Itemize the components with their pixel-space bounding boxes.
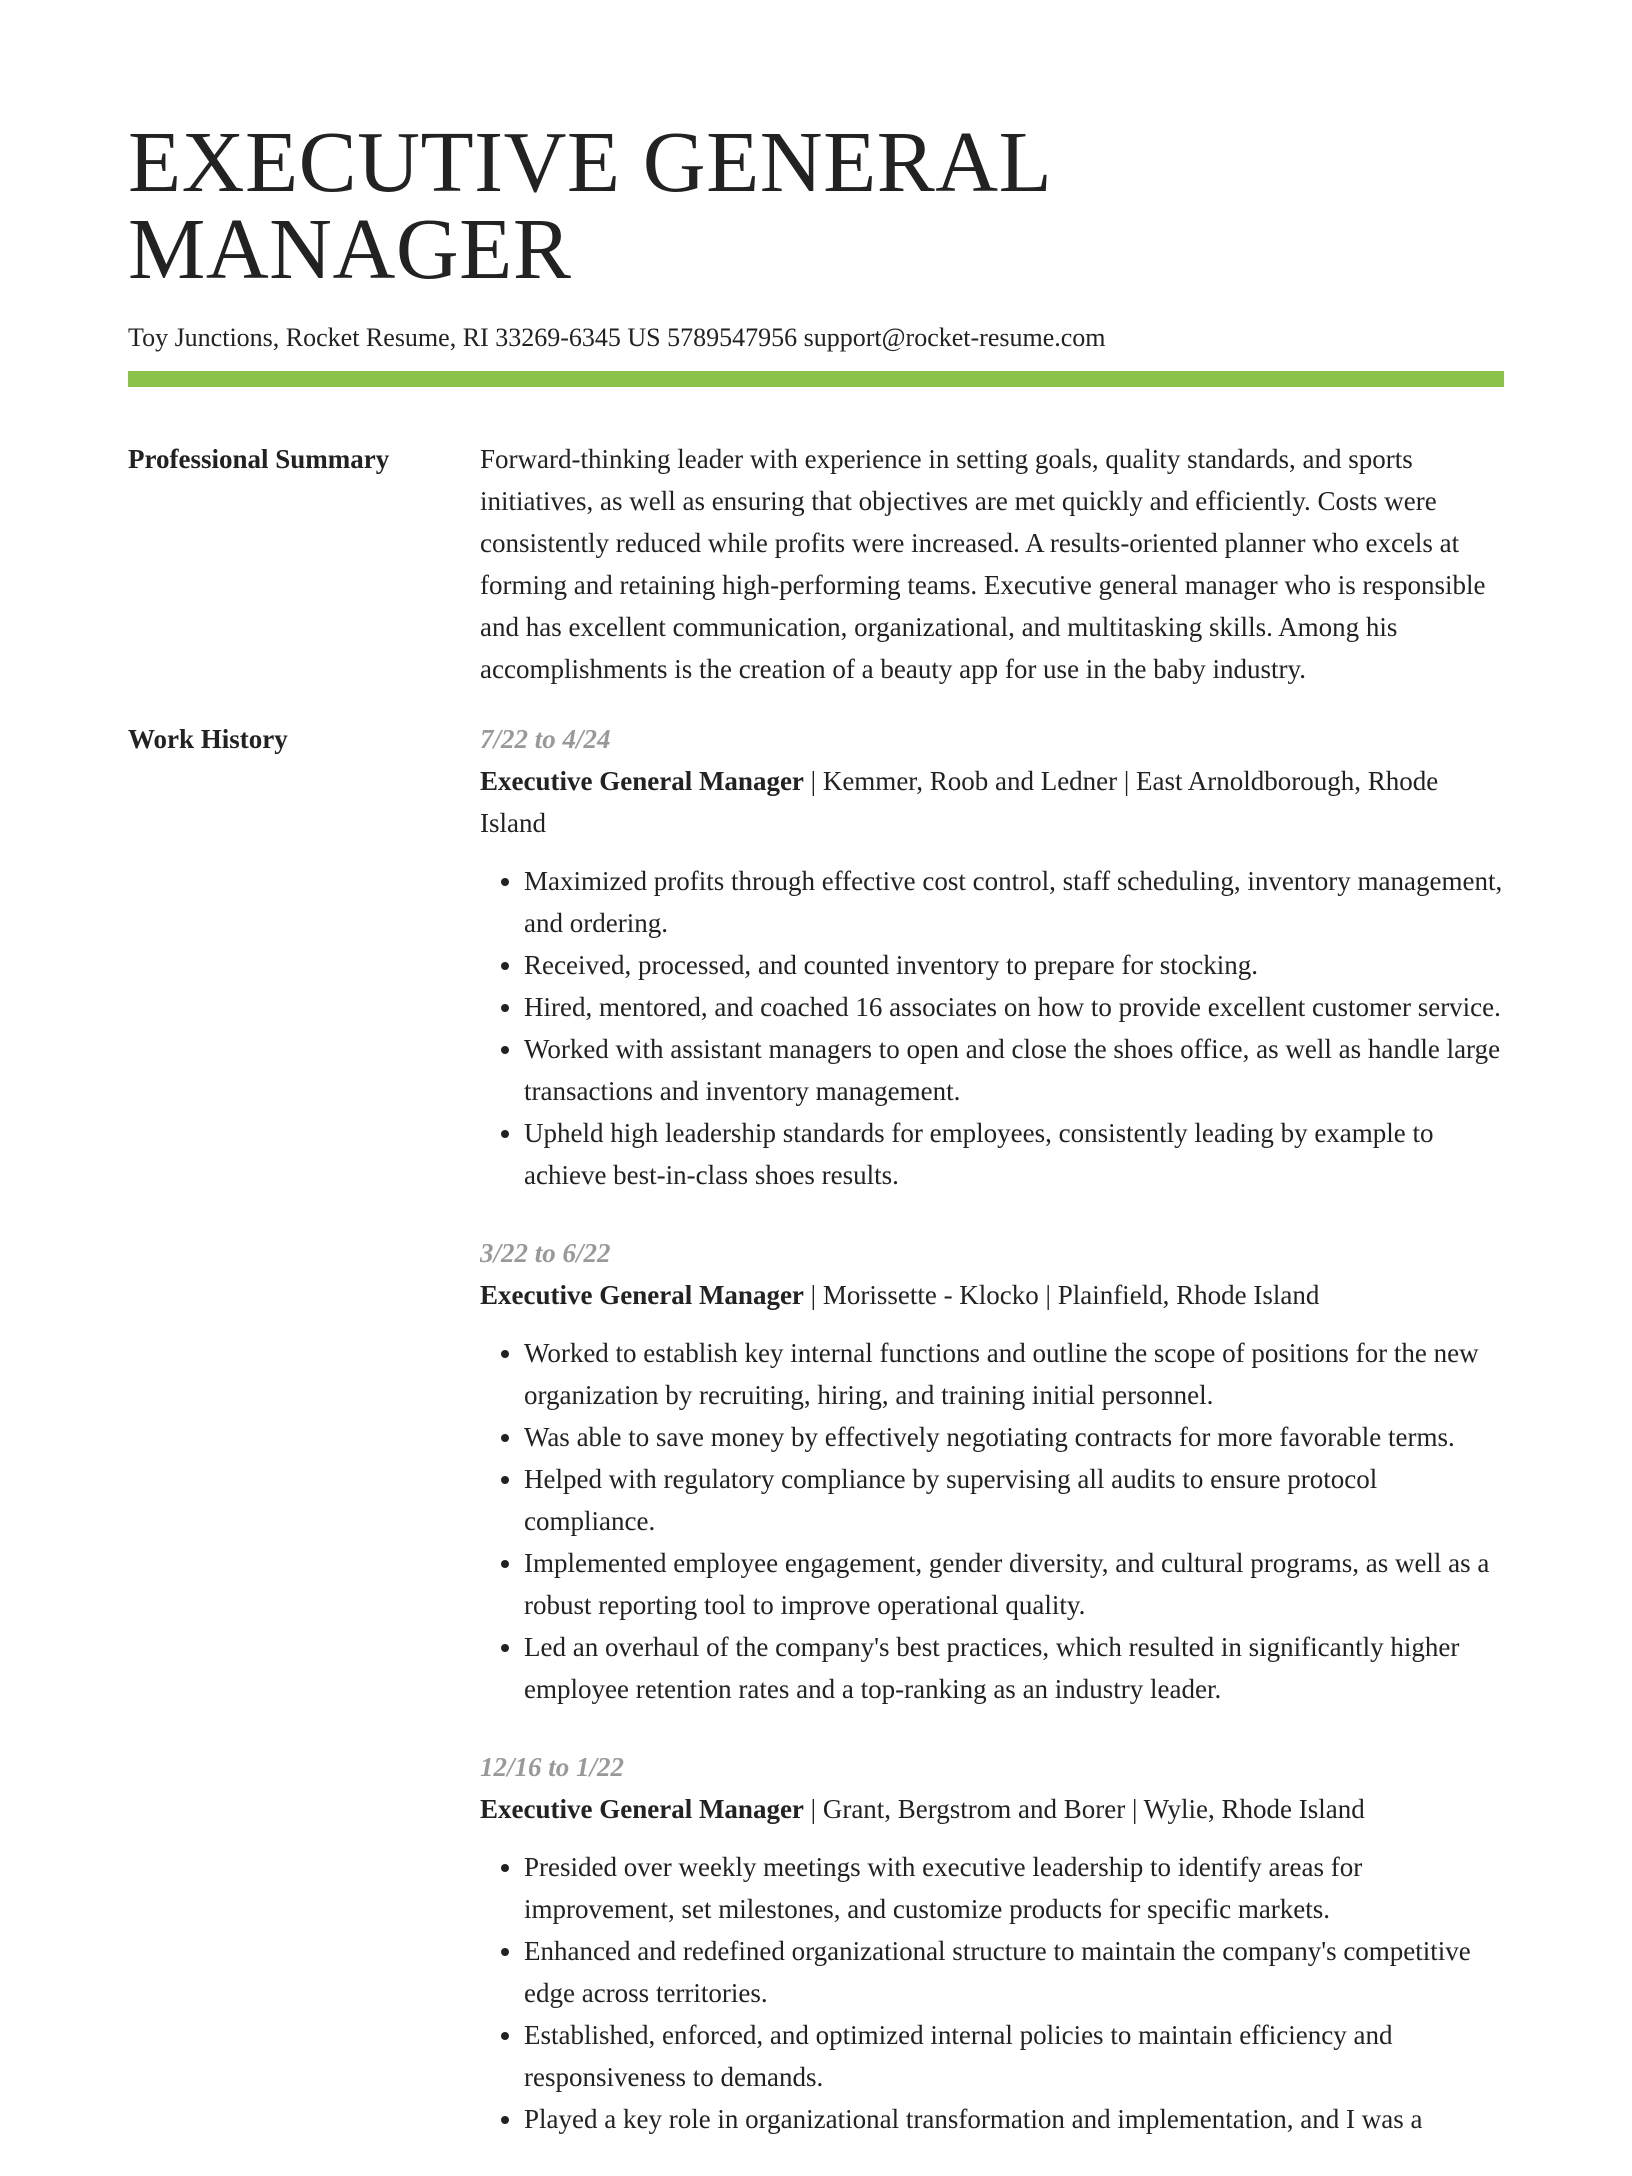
job-dates: 12/16 to 1/22 [480, 1752, 625, 1783]
job-details: | Kemmer, Roob and Ledner | East Arnoldborough, Rhode Island [480, 766, 1439, 839]
work-history-section [128, 718, 1504, 2176]
job-bullet: • Helped with regulatory compliance by supervising all audits to ensure protocol compliance. [524, 1458, 1504, 1542]
job-heading [480, 760, 1504, 844]
section-label: Work History [128, 724, 288, 755]
contact-line: Toy Junctions, Rocket Resume, RI 33269-6345 US 5789547956 support@rocket-resume.com [128, 323, 1106, 352]
resume-page [128, 113, 1504, 2176]
job-bullet: • Implemented employee engagement, gender diversity, and cultural programs, as well as a robust reporting tool to improve operational quality. [524, 1542, 1504, 1626]
job-bullet: • Worked with assistant managers to open and close the shoes office, as well as handle large transactions and inventory management. [524, 1028, 1504, 1112]
job-bullet: • Upheld high leadership standards for employees, consistently leading by example to achieve best-in-class shoes results. [524, 1112, 1504, 1196]
job-bullet: • Received, processed, and counted inventory to prepare for stocking. [524, 944, 1504, 986]
job-entry [480, 1232, 1504, 1710]
job-bullet: • Worked to establish key internal functions and outline the scope of positions for the new organization by recruiting, hiring, and training initial personnel. [524, 1332, 1504, 1416]
job-bullet: • Maximized profits through effective cost control, staff scheduling, inventory management, and ordering. [524, 860, 1504, 944]
job-bullet: • Played a key role in organizational transformation and implementation, and I was a [524, 2098, 1504, 2140]
job-bullets [480, 1846, 1504, 2140]
section-label: Professional Summary [128, 444, 390, 475]
job-bullet: • Established, enforced, and optimized internal policies to maintain efficiency and responsiveness to demands. [524, 2014, 1504, 2098]
job-bullets [480, 860, 1504, 1196]
resume-title: EXECUTIVE GENERAL MANAGER [128, 113, 1050, 297]
job-title: Executive General Manager [480, 1794, 804, 1825]
job-bullet: • Hired, mentored, and coached 16 associates on how to provide excellent customer service. [524, 986, 1504, 1028]
job-heading [480, 1274, 1504, 1316]
job-dates: 3/22 to 6/22 [480, 1238, 611, 1269]
professional-summary-section [128, 438, 1504, 690]
job-heading [480, 1788, 1504, 1830]
summary-text: Forward-thinking leader with experience in setting goals, quality standards, and sports initiatives, as well as ensuring that objectives are met quickly and efficiently. Costs were consistently reduced while profits were increased. A results-oriented planner who excels at forming and retaining high-performing teams. Executive general manager who is responsible and has excellent communication, organizational, and multitasking skills. Among his accomplishments is the creation of a beauty app for use in the baby industry. [480, 444, 1486, 685]
job-list [480, 718, 1504, 2176]
job-bullet: • Presided over weekly meetings with executive leadership to identify areas for improvement, set milestones, and customize products for specific markets. [524, 1846, 1504, 1930]
job-entry [480, 1746, 1504, 2140]
job-bullet: • Was able to save money by effectively negotiating contracts for more favorable terms. [524, 1416, 1504, 1458]
job-dates: 7/22 to 4/24 [480, 724, 611, 755]
job-title: Executive General Manager [480, 766, 804, 797]
job-title: Executive General Manager [480, 1280, 804, 1311]
accent-rule [128, 371, 1504, 387]
job-details: | Grant, Bergstrom and Borer | Wylie, Rhode Island [803, 1794, 1365, 1825]
job-details: | Morissette - Klocko | Plainfield, Rhode Island [803, 1280, 1320, 1311]
job-bullet: • Led an overhaul of the company's best practices, which resulted in significantly higher employee retention rates and a top-ranking as an industry leader. [524, 1626, 1504, 1710]
job-entry [480, 718, 1504, 1196]
job-bullets [480, 1332, 1504, 1710]
job-bullet: • Enhanced and redefined organizational structure to maintain the company's competitive edge across territories. [524, 1930, 1504, 2014]
